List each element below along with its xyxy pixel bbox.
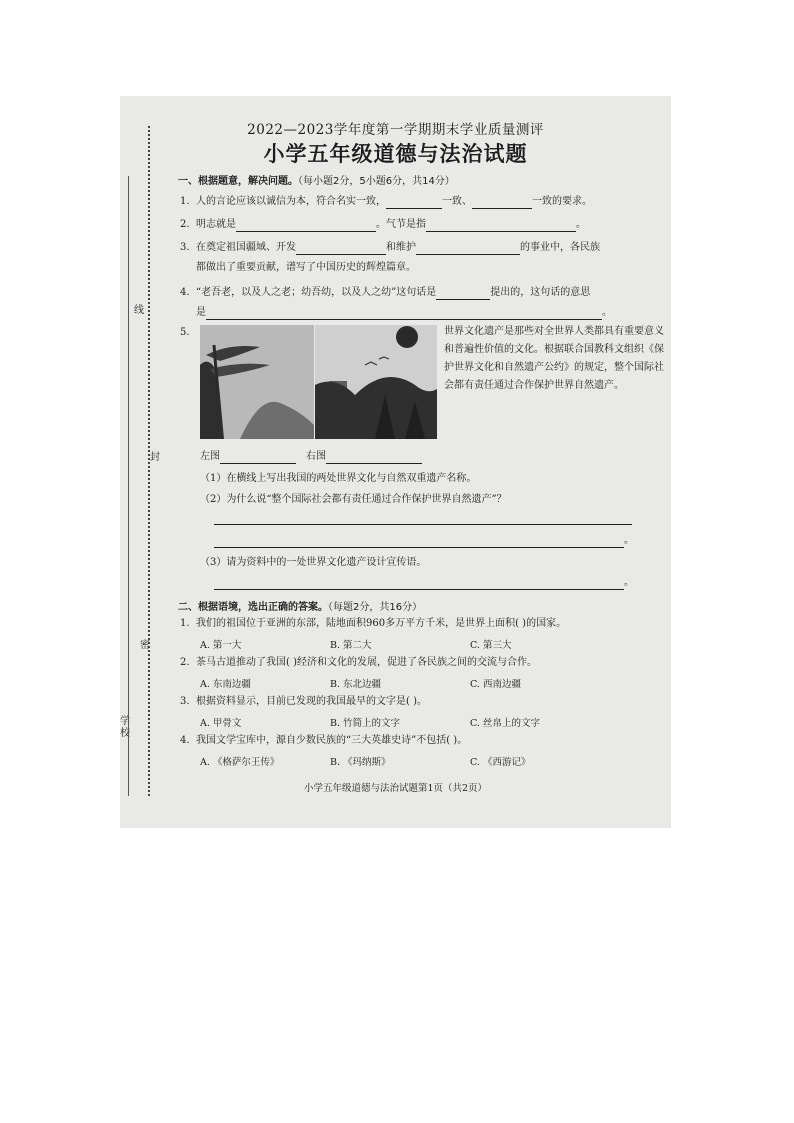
side-label-xian: 线 <box>134 305 144 316</box>
blank[interactable] <box>206 307 602 320</box>
s2-question-2: 2. 茶马古道推动了我国( )经济和文化的发展，促进了各民族之间的交流与合作。 <box>180 657 537 668</box>
s2-q1-option-a[interactable]: A. 第一大 <box>200 640 242 651</box>
s2-q3-option-a[interactable]: A. 甲骨文 <box>200 718 242 729</box>
q5-passage: 世界文化遗产是那些对全世界人类都具有重要意义和普遍性价值的文化。根据联合国教科文组织《保护世界文化和自然遗产公约》的规定，整个国际社会都有责任通过合作保护世界自然遗产。 <box>444 326 664 391</box>
s2-q4-option-c[interactable]: C. 《西游记》 <box>470 757 531 768</box>
q5-sub2: （2）为什么说“整个国际社会都有责任通过合作保护世界自然遗产”？ <box>200 494 507 505</box>
section1-heading: 一、根据题意，解决问题。（每小题2分，5小题6分，共14分） <box>178 176 455 187</box>
side-label-school: 学校 <box>120 716 130 739</box>
s2-q4-option-a[interactable]: A. 《格萨尔王传》 <box>200 757 280 768</box>
section2-heading: 二、根据语境，选出正确的答案。（每题2分，共16分） <box>178 602 423 613</box>
answer-line[interactable] <box>214 577 624 590</box>
s2-q4-option-b[interactable]: B. 《玛纳斯》 <box>330 757 391 768</box>
s2-q1-option-c[interactable]: C. 第三大 <box>470 640 512 651</box>
s2-q3-option-c[interactable]: C. 丝帛上的文字 <box>470 718 540 729</box>
s2-q3-option-b[interactable]: B. 竹简上的文字 <box>330 718 401 729</box>
blank-left-image[interactable] <box>220 451 296 464</box>
blank[interactable] <box>416 242 520 255</box>
s1-question-3: 3. 在奠定祖国疆域、开发 和维护 的事业中，各民族 <box>180 242 600 253</box>
page-footer: 小学五年级道德与法治试题第1页（共2页） <box>303 783 488 794</box>
s2-q2-option-c[interactable]: C. 西南边疆 <box>470 679 521 690</box>
s1-question-3-cont: 都做出了重要贡献，谱写了中国历史的辉煌篇章。 <box>196 262 416 273</box>
q5-sub3: （3）请为资料中的一处世界文化遗产设计宣传语。 <box>200 557 427 568</box>
s1-question-4: 4. “老吾老，以及人之老；幼吾幼，以及人之幼”这句话是 提出的，这句话的意思 <box>180 287 591 298</box>
blank[interactable] <box>386 196 442 209</box>
q5-sub2-answer-line2: 。 <box>214 534 634 548</box>
exam-header: 2022—2023学年度第一学期期末学业质量测评 <box>247 122 544 138</box>
q5-sub3-answer-line: 。 <box>214 576 634 590</box>
s2-question-3: 3. 根据资料显示，目前已发现的我国最早的文字是( )。 <box>180 696 427 707</box>
q5-sub1: （1）在横线上写出我国的两处世界文化与自然双重遗产名称。 <box>200 473 477 484</box>
side-label-feng: 封 <box>150 452 160 463</box>
photo-mount-emei-cranes <box>315 325 437 439</box>
q5-image-labels: 左图 右图 <box>200 450 422 464</box>
s1-question-2: 2. 明志就是 。气节是指 。 <box>180 219 586 230</box>
s2-question-1: 1. 我们的祖国位于亚洲的东部，陆地面积960多万平方千米，是世界上面积( )的国家。 <box>180 618 567 629</box>
answer-line[interactable] <box>214 535 624 548</box>
blank-right-image[interactable] <box>326 451 422 464</box>
s2-question-4: 4. 我国文学宝库中，源自少数民族的“三大英雄史诗”不包括( )。 <box>180 735 468 746</box>
blank[interactable] <box>296 242 386 255</box>
blank[interactable] <box>436 287 490 300</box>
side-label-mi: 密 <box>140 640 150 651</box>
s2-q1-option-b[interactable]: B. 第二大 <box>330 640 372 651</box>
s1-question-4-cont: 是 。 <box>196 307 612 318</box>
s2-q2-option-b[interactable]: B. 东北边疆 <box>330 679 382 690</box>
s1-question-1: 1. 人的言论应该以诚信为本，符合名实一致， 一致、 一致的要求。 <box>180 196 592 207</box>
blank[interactable] <box>472 196 532 209</box>
exam-title: 小学五年级道德与法治试题 <box>263 142 528 166</box>
s1-question-5-num: 5. <box>180 327 190 338</box>
blank[interactable] <box>426 219 576 232</box>
s2-q2-option-a[interactable]: A. 东南边疆 <box>200 679 251 690</box>
blank[interactable] <box>236 219 376 232</box>
answer-line[interactable] <box>214 524 632 525</box>
photo-huangshan-pine <box>200 325 314 439</box>
binding-solid-line <box>128 176 130 796</box>
exam-sheet <box>120 96 671 828</box>
